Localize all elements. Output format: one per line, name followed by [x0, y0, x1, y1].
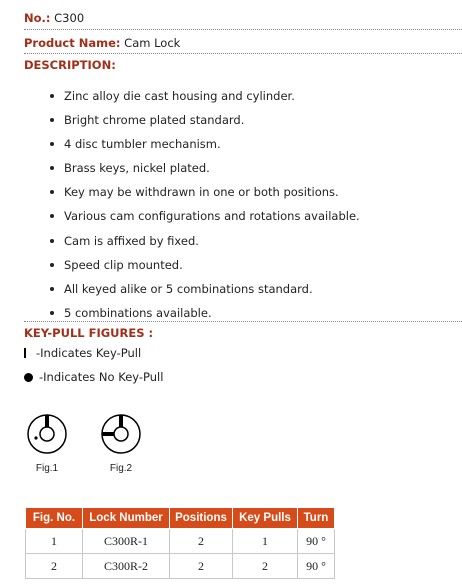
list-item: Bright chrome plated standard.	[46, 108, 360, 132]
figure-1	[17, 413, 77, 474]
col-header-fig-no: Fig. No.	[26, 508, 83, 529]
lock-fig-2-icon	[100, 413, 142, 455]
list-item: Various cam configurations and rotations available.	[46, 204, 360, 228]
table-row	[26, 554, 335, 579]
key-pull-legend-text: -Indicates Key-Pull	[36, 346, 142, 360]
divider	[24, 53, 462, 54]
product-name-label: Product Name:	[24, 36, 121, 50]
figure-2	[91, 413, 151, 474]
col-header-positions: Positions	[170, 508, 233, 529]
table-cell: 1	[233, 529, 298, 554]
list-item: All keyed alike or 5 combinations standard.	[46, 277, 360, 301]
list-item: Key may be withdrawn in one or both positions.	[46, 180, 360, 204]
list-item: 4 disc tumbler mechanism.	[46, 132, 360, 156]
description-list	[46, 84, 360, 325]
key-pull-heading: KEY-PULL FIGURES :	[24, 326, 154, 340]
no-key-pull-dot-icon	[24, 373, 33, 382]
table-cell: C300R-2	[83, 554, 170, 579]
list-item: Cam is affixed by fixed.	[46, 229, 360, 253]
no-key-pull-legend-text: -Indicates No Key-Pull	[39, 370, 164, 384]
table-cell: 90 °	[298, 554, 335, 579]
col-header-turn: Turn	[298, 508, 335, 529]
list-item: Speed clip mounted.	[46, 253, 360, 277]
description-heading: DESCRIPTION:	[24, 58, 116, 72]
col-header-key-pulls: Key Pulls	[233, 508, 298, 529]
table-cell: 90 °	[298, 529, 335, 554]
spec-table	[25, 507, 335, 579]
key-pull-bar-icon	[24, 348, 26, 358]
key-pull-legend	[24, 346, 141, 360]
divider	[24, 321, 462, 322]
table-cell: 2	[170, 529, 233, 554]
table-cell: 2	[26, 554, 83, 579]
col-header-lock-number: Lock Number	[83, 508, 170, 529]
product-number-label: No.:	[24, 11, 51, 25]
product-name-line	[24, 36, 462, 50]
figure-2-label: Fig.2	[109, 463, 133, 474]
list-item: 5 combinations available.	[46, 301, 360, 325]
product-name-value: Cam Lock	[124, 36, 181, 50]
product-number-value: C300	[54, 11, 85, 25]
lock-fig-1-icon	[26, 413, 68, 455]
list-item: Zinc alloy die cast housing and cylinder.	[46, 84, 360, 108]
list-item: Brass keys, nickel plated.	[46, 156, 360, 180]
table-header-row	[26, 508, 335, 529]
table-cell: 1	[26, 529, 83, 554]
divider	[24, 29, 462, 30]
no-key-pull-legend	[24, 370, 163, 384]
table-cell: C300R-1	[83, 529, 170, 554]
figure-1-label: Fig.1	[35, 463, 59, 474]
product-number-line	[24, 11, 462, 25]
table-cell: 2	[233, 554, 298, 579]
table-row	[26, 529, 335, 554]
table-cell: 2	[170, 554, 233, 579]
